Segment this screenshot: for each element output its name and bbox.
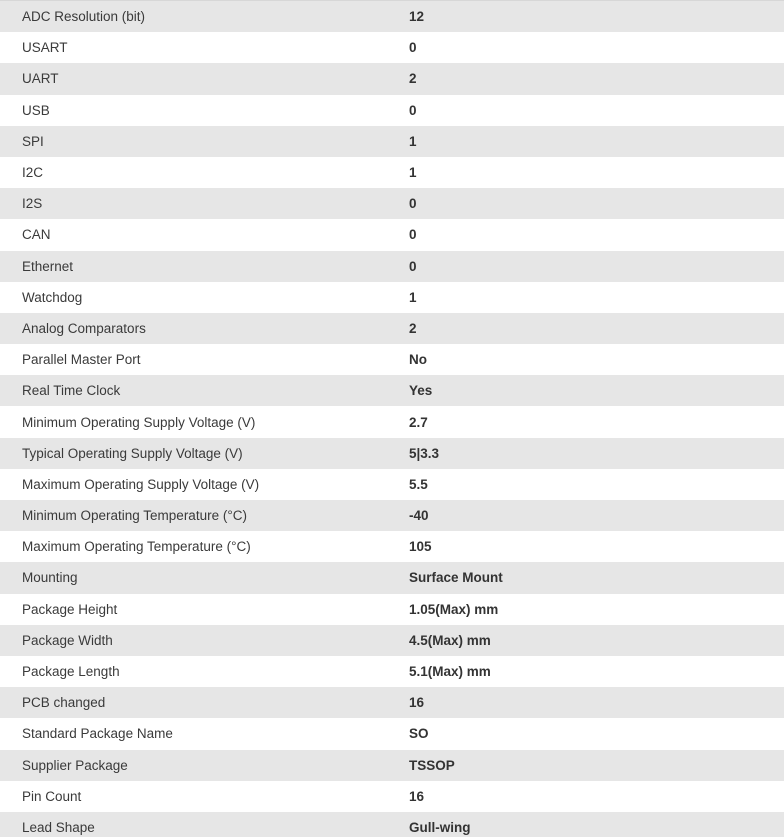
spec-row [0,313,784,344]
spec-value: Yes [409,383,433,399]
spec-value: 1 [409,133,417,149]
spec-value: 5.5 [409,476,428,492]
spec-row [0,438,784,469]
spec-row [0,251,784,282]
spec-value: Gull-wing [409,819,471,835]
spec-label: Maximum Operating Supply Voltage (V) [22,476,260,492]
spec-value: 105 [409,539,432,555]
spec-label: I2S [22,196,43,212]
spec-row [0,812,784,837]
spec-row [0,687,784,718]
spec-row [0,469,784,500]
spec-value: 4.5(Max) mm [409,632,491,648]
spec-label: USART [22,40,68,56]
spec-value: SO [409,726,429,742]
spec-label: Watchdog [22,289,83,305]
spec-label: Standard Package Name [22,726,173,742]
spec-row [0,126,784,157]
spec-value: TSSOP [409,757,455,773]
spec-label: Maximum Operating Temperature (°C) [22,539,251,555]
spec-label: Typical Operating Supply Voltage (V) [22,445,243,461]
spec-label: USB [22,102,50,118]
spec-row [0,375,784,406]
spec-row [0,1,784,32]
spec-row [0,562,784,593]
spec-label: Package Length [22,664,120,680]
spec-label: Minimum Operating Supply Voltage (V) [22,414,256,430]
spec-value: 5.1(Max) mm [409,664,491,680]
spec-row [0,625,784,656]
spec-label: Real Time Clock [22,383,121,399]
spec-value: -40 [409,508,429,524]
spec-row [0,531,784,562]
spec-label: PCB changed [22,695,106,711]
spec-label: Package Height [22,601,118,617]
spec-value: 12 [409,9,425,25]
spec-label: UART [22,71,59,87]
spec-value: 0 [409,40,417,56]
spec-label: Minimum Operating Temperature (°C) [22,508,247,524]
spec-label: Mounting [22,570,78,586]
spec-value: 2 [409,320,417,336]
spec-value: 1.05(Max) mm [409,601,499,617]
spec-value: 0 [409,258,417,274]
spec-value: 0 [409,227,417,243]
spec-row [0,188,784,219]
spec-value: 5|3.3 [409,445,440,461]
spec-row [0,750,784,781]
spec-value: 2.7 [409,414,428,430]
spec-label: Ethernet [22,258,74,274]
spec-value: 1 [409,165,417,181]
spec-row [0,500,784,531]
spec-label: I2C [22,165,44,181]
spec-value: 0 [409,196,417,212]
spec-label: Analog Comparators [22,320,146,336]
spec-label: SPI [22,133,44,149]
spec-row [0,32,784,63]
spec-label: Supplier Package [22,757,128,773]
spec-label: Parallel Master Port [22,352,141,368]
spec-label: ADC Resolution (bit) [22,9,146,25]
spec-row [0,594,784,625]
spec-value: 0 [409,102,417,118]
spec-row [0,157,784,188]
spec-row [0,63,784,94]
spec-row [0,95,784,126]
spec-row [0,406,784,437]
spec-row [0,282,784,313]
spec-value: No [409,352,427,368]
spec-label: Lead Shape [22,819,95,835]
spec-value: 16 [409,695,425,711]
spec-row [0,219,784,250]
spec-value: 1 [409,289,417,305]
spec-value: 16 [409,788,425,804]
spec-value: Surface Mount [409,570,503,586]
spec-label: Package Width [22,632,113,648]
spec-row [0,718,784,749]
spec-row [0,781,784,812]
spec-value: 2 [409,71,417,87]
spec-row [0,344,784,375]
spec-label: CAN [22,227,51,243]
spec-label: Pin Count [22,788,82,804]
spec-row [0,656,784,687]
